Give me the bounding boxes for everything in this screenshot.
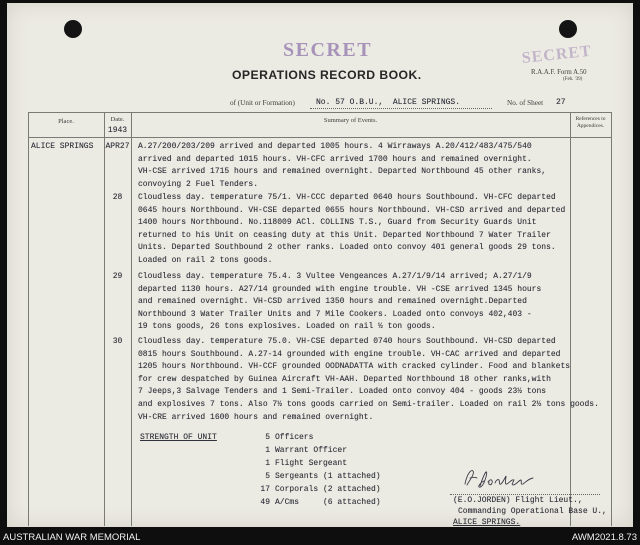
summary-cell bbox=[138, 271, 541, 334]
strength-rank: Officers bbox=[275, 432, 314, 442]
date-cell: 28 bbox=[112, 193, 123, 202]
punch-hole-left bbox=[64, 20, 82, 38]
summary-line: VH-CRE arrived 1600 hours and remained overnight. bbox=[138, 412, 374, 422]
summary-line: 7 Jeeps,3 Salvage Tenders and 1 Semi-Trailer. Loaded onto convoy 404 - goods 23½ tons bbox=[138, 387, 547, 397]
strength-attached-note: (6 attached) bbox=[323, 498, 381, 508]
column-rule bbox=[28, 112, 29, 526]
summary-line: 19 tons goods, 26 tons explosives. Loaded on rail ½ ton goods. bbox=[138, 322, 436, 332]
summary-line: Units. Departed Southbound 2 other ranks. Loaded onto convoy 401 general goods 29 tons. bbox=[138, 243, 556, 253]
summary-line: 1400 hours Northbound. No.118009 ACl. COLLINS T.S., Guard from Security Guards Unit bbox=[138, 218, 537, 228]
signatory-name-rank: (E.O.JORDEN) Flight Lieut., bbox=[453, 496, 583, 505]
date-cell: APR27 bbox=[105, 142, 130, 151]
column-header-place: Place. bbox=[58, 118, 74, 125]
summary-line: arrived and departed 1015 hours. VH-CFC arrived 1700 hours and remained overnight. bbox=[138, 154, 532, 164]
summary-cell bbox=[138, 336, 599, 424]
strength-rank: A/Cms bbox=[275, 498, 300, 508]
year: 1943 bbox=[107, 126, 128, 135]
date-cell: 30 bbox=[112, 337, 123, 346]
archive-credit: AUSTRALIAN WAR MEMORIAL bbox=[3, 532, 141, 543]
form-number: R.A.A.F. Form A.50 bbox=[531, 69, 587, 76]
summary-line: and remained overnight. VH-CSD arrived 1350 hours and remained overnight.Departed bbox=[138, 297, 527, 307]
punch-hole-right bbox=[559, 20, 577, 38]
sheet-label: No. of Sheet bbox=[507, 99, 544, 107]
strength-rank: Flight Sergeant bbox=[275, 458, 348, 468]
summary-line: 0645 hours Northbound. VH-CSE departed 0655 hours Northbound. VH-CSD arrived and departed bbox=[138, 205, 566, 215]
strength-count: 5 bbox=[265, 472, 270, 482]
strength-row bbox=[250, 431, 390, 444]
unit-underline bbox=[310, 108, 492, 109]
references-line: Appendices. bbox=[576, 123, 605, 129]
sheet-number: 27 bbox=[556, 98, 566, 107]
strength-row bbox=[250, 457, 390, 470]
strength-count: 49 bbox=[260, 498, 270, 508]
summary-line: 1205 hours Northbound. VH-CCF grounded OODNADATTA with cracked cylinder. Food and blankets bbox=[138, 362, 571, 372]
strength-count: 1 bbox=[265, 458, 270, 468]
place-cell: ALICE SPRINGS bbox=[31, 142, 94, 151]
table-header-rule bbox=[28, 137, 612, 138]
unit-label: of (Unit or Formation) bbox=[230, 99, 295, 107]
summary-line: A.27/200/203/209 arrived and departed 1005 hours. 4 Wirraways A.20/412/483/475/540 bbox=[138, 142, 532, 151]
signatory-station: ALICE SPRINGS. bbox=[453, 518, 521, 527]
summary-line: convoying 2 Fuel Tenders. bbox=[138, 179, 259, 189]
summary-line: Northbound 3 Water Trailer Units and 7 Mile Cookers. Loaded onto convoys 402,403 - bbox=[138, 309, 532, 319]
strength-table bbox=[250, 431, 390, 510]
strength-row bbox=[250, 470, 390, 483]
secret-stamp-corner: SECRET bbox=[521, 42, 593, 67]
date-cell: 29 bbox=[112, 272, 123, 281]
form-edition: (Feb. '39) bbox=[563, 77, 583, 82]
summary-line: Loaded on rail 2 tons goods. bbox=[138, 255, 273, 265]
summary-line: 0815 hours Southbound. A.27-14 grounded with engine trouble. VH-CAC arrived and departed bbox=[138, 349, 561, 359]
strength-attached-note: (2 attached) bbox=[323, 485, 381, 495]
summary-line: for crew despatched by Guinea Aircraft VH-AAH. Departed Northbound 18 other ranks,with bbox=[138, 374, 551, 384]
signatory-appointment: Commanding Operational Base U., bbox=[458, 507, 607, 516]
summary-cell bbox=[138, 192, 565, 268]
column-header-summary: Summary of Events. bbox=[323, 117, 378, 124]
summary-line: Cloudless day. temperature 75/1. VH-CCC departed 0640 hours Southbound. VH-CFC departed bbox=[138, 193, 556, 202]
summary-line: Cloudless day. temperature 75.4. 3 Vultee Vengeances A.27/1/9/14 arrived; A.27/1/9 bbox=[138, 272, 532, 281]
strength-count: 1 bbox=[265, 445, 270, 455]
strength-row bbox=[250, 496, 390, 509]
strength-heading: STRENGTH OF UNIT bbox=[140, 432, 217, 442]
secret-stamp: SECRET bbox=[283, 39, 373, 61]
column-header-date: Date. bbox=[110, 116, 125, 123]
summary-line: departed 1130 hours. A27/14 grounded with engine trouble. VH -CSE arrived 1345 hours bbox=[138, 284, 542, 294]
summary-line: Cloudless day. temperature 75.0. VH-CSE departed 0740 hours Southbound. VH-CSD departed bbox=[138, 337, 556, 346]
strength-count: 5 bbox=[265, 432, 270, 442]
strength-rank: Sergeants bbox=[275, 472, 319, 482]
strength-rank: Warrant Officer bbox=[275, 445, 348, 455]
references-line: References to bbox=[575, 116, 606, 122]
summary-line: returned to his Unit on ceasing duty at this Unit. Departed Northbound 7 Water Trailer bbox=[138, 230, 551, 240]
summary-cell bbox=[138, 141, 546, 191]
summary-line: and explosives 7 tons. Also 7½ tons goods carried on Semi-trailer. Loaded on rail 2½ tons goods. bbox=[138, 399, 599, 409]
column-rule bbox=[611, 112, 612, 526]
column-rule bbox=[570, 112, 571, 526]
accession-number: AWM2021.8.73 bbox=[571, 532, 637, 543]
strength-row bbox=[250, 483, 390, 496]
summary-line: VH-CSE arrived 1715 hours and remained overnight. Departed Northbound 45 other ranks, bbox=[138, 167, 547, 177]
table-top-rule bbox=[28, 112, 612, 113]
strength-rank: Corporals bbox=[275, 485, 319, 495]
strength-row bbox=[250, 444, 390, 457]
column-rule bbox=[131, 112, 132, 526]
handwritten-signature bbox=[462, 466, 537, 494]
signatory-block bbox=[453, 495, 607, 528]
column-header-references bbox=[570, 116, 611, 130]
unit-value: No. 57 O.B.U., ALICE SPRINGS. bbox=[316, 98, 461, 107]
page-title: OPERATIONS RECORD BOOK. bbox=[232, 68, 422, 82]
column-rule bbox=[104, 112, 105, 526]
strength-count: 17 bbox=[260, 485, 270, 495]
strength-attached-note: (1 attached) bbox=[323, 472, 381, 482]
